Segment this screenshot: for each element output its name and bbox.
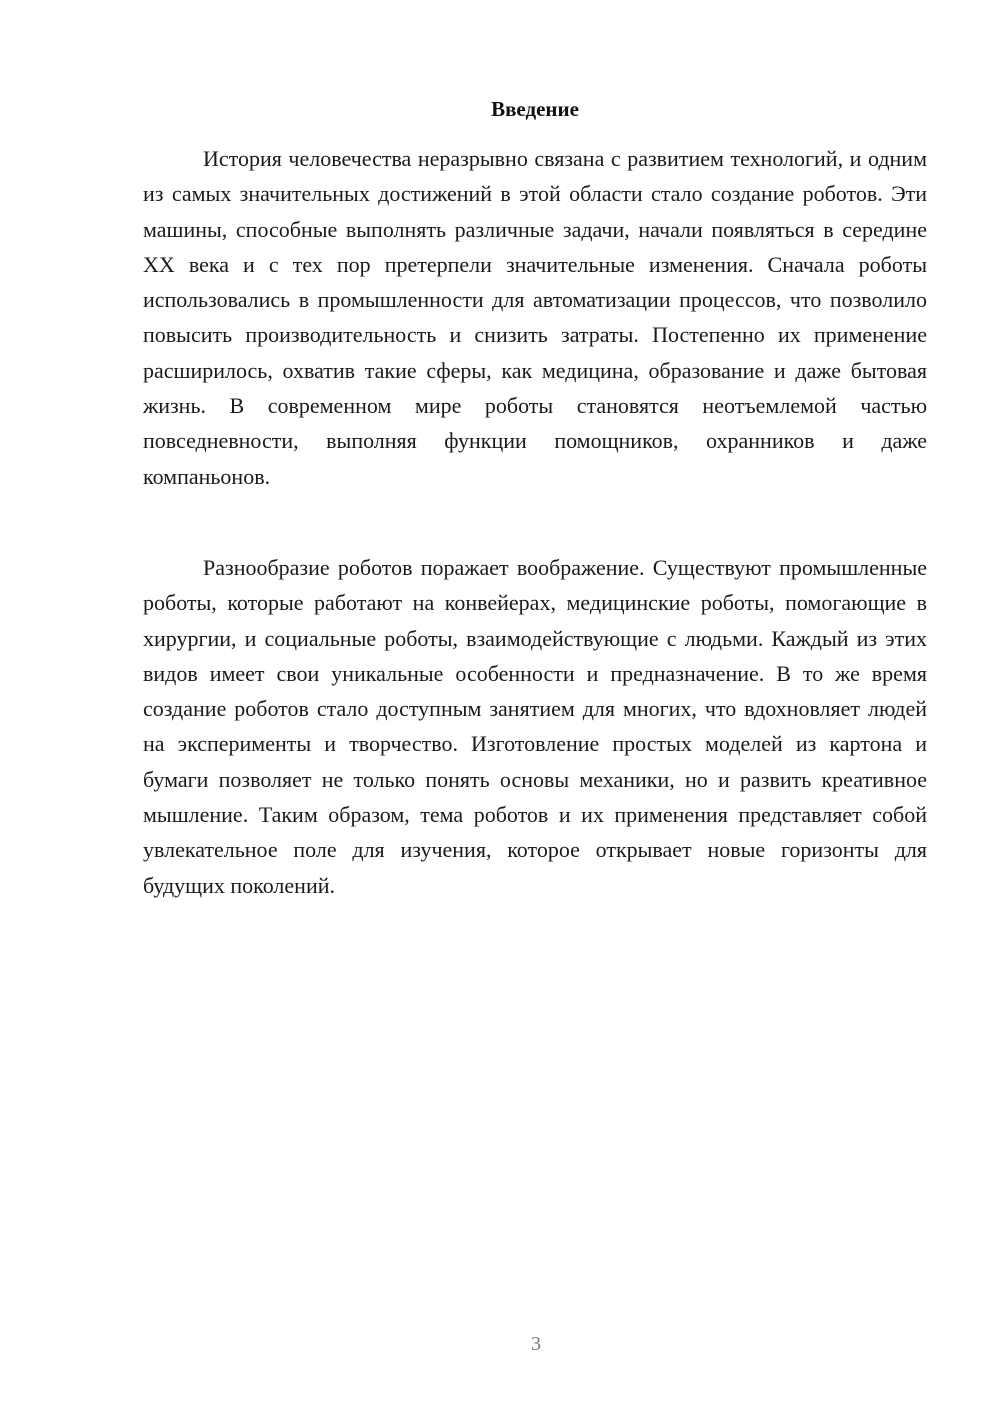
paragraph-1: История человечества неразрывно связана с развитием технологий, и одним из самых значительных достижений в этой области стало создание роботов. Эти машины, способные выполнять различные задачи, начали появляться в середине XX века и с тех пор претерпели значительные изменения. Сначала роботы использовались в промышленности для автоматизации процессов, что позволило повысить производительность и снизить затраты. Постепенно их применение расширилось, охватив такие сферы, как медицина, образование и даже бытовая жизнь. В современном мире роботы становятся неотъемлемой частью повседневности, выполняя функции помощников, охранников и даже компаньонов. xyxy=(143,146,927,489)
section-heading: Введение xyxy=(491,97,579,121)
paragraph-2: Разнообразие роботов поражает воображение. Существуют промышленные роботы, которые работают на конвейерах, медицинские роботы, помогающие в хирургии, и социальные роботы, взаимодействующие с людьми. Каждый из этих видов имеет свои уникальные особенности и предназначение. В то же время создание роботов стало доступным занятием для многих, что вдохновляет людей на эксперименты и творчество. Изготовление простых моделей из картона и бумаги позволяет не только понять основы механики, но и развить креативное мышление. Таким образом, тема роботов и их применения представляет собой увлекательное поле для изучения, которое открывает новые горизонты для будущих поколений. xyxy=(143,555,927,898)
page-number: 3 xyxy=(531,1333,541,1355)
